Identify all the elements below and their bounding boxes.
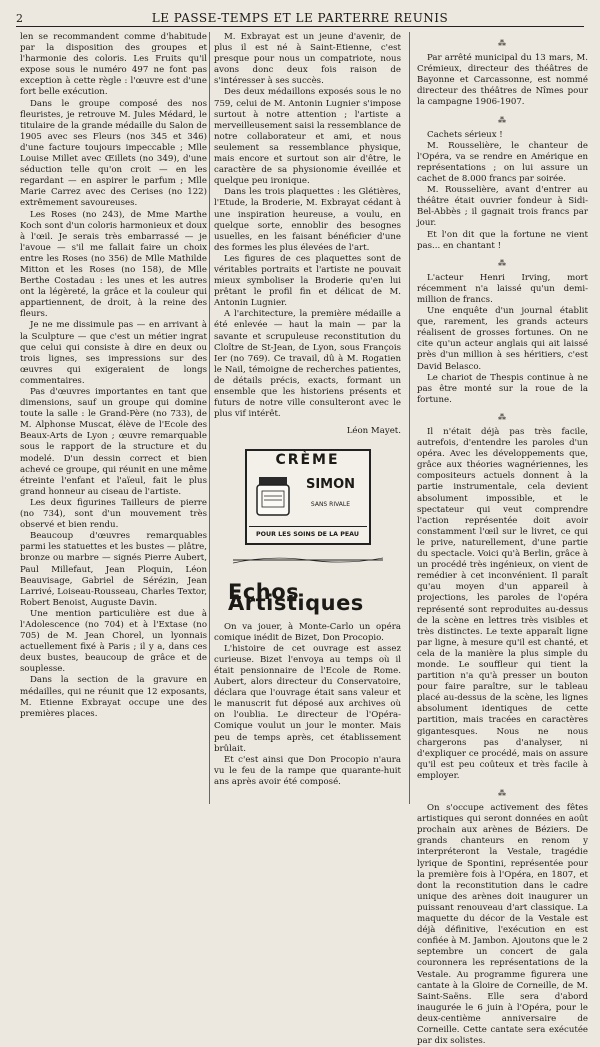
paragraph: Une enquête d'un journal établit que, rarement, les grands acteurs réalisent de grosses fortunes. On ne cite qu'un acteur anglais qui ait laissé près d'un million à ses héritiers, c'est David Belasco.: [417, 306, 588, 372]
asterism-icon: ⁂: [498, 789, 507, 798]
ad-tagline: POUR LES SOINS DE LA PEAU: [249, 526, 367, 540]
paragraph: Les Roses (no 243), de Mme Marthe Koch sont d'un coloris harmonieux et doux à l'œil. Je serais très embarrassé — je l'avoue — s'il me fallait faire un choix entre les Roses (no 356) de Mlle Mathilde Mitton et les Roses (no 158), de Mlle Berthe Costadau : les unes et les autres ont la légèreté, la grâce et la couleur qui appartiennent, de droit, à la reine des fleurs.: [20, 209, 207, 320]
paragraph: len se recommandent comme d'habitude par la disposition des groupes et l'harmonie des coloris. Les Fruits qu'il expose sous le numéro 497 ne font pas exception à cette règle : l'œuvre est d'une fort belle exécution.: [20, 32, 207, 98]
column-rule-right: [409, 32, 410, 804]
column-rule-left: [209, 32, 210, 804]
asterism-icon: ⁂: [498, 39, 507, 48]
paragraph: Il n'était déjà pas très facile, autrefois, d'entendre les paroles d'un opéra. Avec les développements que, grâce aux théories wagnériennes, les compositeurs actuels donnent à la partie instrumentale, cela devient absolument impossible, et le spectateur qui veut comprendre l'action représentée doit avoir constamment l'œil sur le livret, ce qui le prive, naturellement, d'une partie du spectacle. Voici qu'à Berlin, grâce à un procédé très ingénieux, on vient de remédier à cet inconvénient. Il paraît qu'au moyen d'un appareil à projections, les paroles de l'opéra représenté sont reproduites au-dessus de la scène en lettres très visibles et très distinctes. Le texte apparaît ligne par ligne, à mesure qu'il est chanté, et cela de la manière la plus simple du monde. Le souffleur qui tient la partition n'a qu'à presser un bouton pour faire paraître, sur le tableau placé au-dessus de la scène, les lignes absolument identiques de cette partition, mais tracées en caractères gigantesques. Nous ne nous chargerons pas d'analyser, ni d'expliquer ce procédé, mais on assure qu'il est peu coûteux et très facile à employer.: [417, 427, 588, 781]
paragraph: Une mention particulière est due à l'Adolescence (no 704) et à l'Extase (no 705) de M. Jean Chorel, un lyonnais actuellement fixé à Paris ; il y a, dans ces deux bustes, beaucoup de grâce et de souplesse.: [20, 608, 207, 675]
paragraph: Dans le groupe composé des nos fleuristes, je retrouve M. Jules Médard, le titulaire de la grande médaille du Salon de 1905 avec ses Fleurs (nos 345 et 346) d'une facture toujours impeccable ; Mlle Louise Millet avec Œillets (no 349), d'une séduction telle qu'on croit — en les regardant — en aspirer le parfum ; Mlle Marie Carrez avec des Cerises (no 122) extrêmement savoureuses.: [20, 98, 207, 209]
paragraph: Cachets sérieux !: [427, 129, 503, 140]
column-1: [20, 32, 207, 720]
section-title-echos: Echos Artistiques: [228, 580, 364, 616]
paragraph: Par arrêté municipal du 13 mars, M. Crémieux, directeur des théâtres de Bayonne et Carcassonne, est nommé directeur des théâtres de Nîmes pour la campagne 1906-1907.: [417, 53, 588, 108]
asterism-icon: ⁂: [498, 115, 507, 125]
paragraph: Et l'on dit que la fortune ne vient pas... en chantant !: [417, 229, 588, 251]
paragraph: Dans les trois plaquettes : les Glétières, l'Etude, la Broderie, M. Exbrayat cédant à une inspiration heureuse, a voulu, en quelque sorte, ennoblir des besognes usuelles, en les faisant bénéficier d'une des formes les plus élevées de l'art.: [214, 187, 401, 253]
page-number: 2: [16, 11, 24, 25]
page-header: [16, 10, 584, 27]
column-2: [214, 32, 401, 788]
paragraph: M. Exbrayat est un jeune d'avenir, de plus il est né à Saint-Etienne, c'est presque pour nous un compatriote, nous avons donc deux fois raison de s'intéresser à ses succès.: [214, 32, 401, 87]
ad-brand: SIMON: [305, 477, 356, 493]
paragraph: L'histoire de cet ouvrage est assez curieuse. Bizet l'envoya au temps où il était pensionnaire de l'Ecole de Rome. Aubert, alors directeur du Conservatoire, déclara que l'ouvrage était sans valeur et le manuscrit fut déposé aux archives où on l'oublia. Le directeur de l'Opéra-Comique voulut un jour le monter. Mais peu de temps après, cet établissement brûlait.: [214, 643, 401, 754]
paragraph: Pas d'œuvres importantes en tant que dimensions, sauf un groupe qui domine toute la salle : le Grand-Père (no 733), de M. Alphonse Muscat, élève de l'Ecole des Beaux-Arts de Lyon ; œuvre remarquable sous le rapport de la structure et du modelé. D'un dessin correct et bien achevé ce groupe, qui réunit en une même étreinte l'enfant et l'aïeul, fait le plus grand honneur au ciseau de l'artiste.: [20, 387, 207, 497]
ad-headline: CRÈME: [275, 452, 340, 469]
paragraph: L'acteur Henri Irving, mort récemment n'a laissé qu'un demi-million de francs.: [417, 272, 588, 305]
paragraph: Les deux figurines Tailleurs de pierre (no 734), sont d'un mouvement très observé et bien rendu.: [20, 497, 207, 531]
ad-subtitle: SANS RIVALE: [310, 501, 351, 509]
paragraph: M. Rousselière, le chanteur de l'Opéra, va se rendre en Amérique en représentations ; on lui assure un cachet de 8.000 francs par soirée.: [417, 140, 588, 185]
asterism-icon: ⁂: [498, 258, 507, 268]
paragraph: Et c'est ainsi que Don Procopio n'aura vu le feu de la rampe que quarante-huit ans après avoir été composé.: [214, 754, 401, 787]
advertisement-creme-simon: [245, 449, 371, 545]
paragraph: Dans la section de la gravure en médailles, qui ne réunit que 12 exposants, M. Etienne Exbrayat occupe une des premières places.: [20, 675, 207, 719]
paragraph: Les figures de ces plaquettes sont de véritables portraits et l'artiste ne pouvait mieux symboliser la Broderie qu'en lui prêtant le profil fin et délicat de M. Antonin Lugnier.: [214, 253, 401, 309]
paragraph: On va jouer, à Monte-Carlo un opéra comique inédit de Bizet, Don Procopio.: [214, 621, 401, 643]
column-3: [417, 32, 588, 1047]
paragraph: On s'occupe activement des fêtes artistiques qui seront données en août prochain aux arènes de Béziers. De grands chanteurs en renom y interpréteront la Vestale, tragédie lyrique de Spontini, représentée pour la première fois à l'Opéra, en 1807, et dont la reconstitution dans le cadre unique des arènes doit inaugurer un puissant renouveau d'art classique. La maquette du décor de la Vestale est déjà définitive, l'exécution en est confiée à M. Jambon. Ajoutons que le 2 septembre un concert de gala couronnera les représentations de la Vestale. Au programme figurera une cantate à la Gloire de Corneille, de M. Saint-Saëns. Elle sera d'abord inaugurée le 6 juin à l'Opéra, pour le deux-centième anniversaire de Corneille. Cette cantate sera exécutée par dix solistes.: [417, 803, 588, 1047]
asterism-icon: ⁂: [498, 412, 507, 422]
paragraph: Je ne me dissimule pas — en arrivant à la Sculpture — que c'est un métier ingrat que celui qui consiste à dire en deux ou trois lignes, ses impressions sur des œuvres qui exigeraient de longs commentaires.: [20, 320, 207, 386]
paragraph: Des deux médaillons exposés sous le no 759, celui de M. Antonin Lugnier s'impose surtout à notre attention ; l'artiste a merveilleusement saisi la ressemblance de notre collaborateur et ami, et nous seulement sa ressemblance physique, mais encore et surtout son air d'être, le caractère de sa physionomie éveillée et quelque peu ironique.: [214, 87, 401, 187]
paragraph: M. Rousselière, avant d'entrer au théâtre était ouvrier fondeur à Sidi-Bel-Abbès ; il gagnait trois francs par jour.: [417, 185, 588, 229]
ornament-divider-icon: [233, 555, 383, 565]
publication-title: LE PASSE-TEMPS ET LE PARTERRE REUNIS: [151, 11, 449, 25]
paragraph: A l'architecture, la première médaille a été enlevée — haut la main — par la savante et scrupuleuse reconstitution du Cloître de St-Jean, de Lyon, sous François Ier (no 769). Ce travail, dû à M. Rogatien le Nail, témoigne de recherches patientes, de détails précis, exacts, formant un ensemble que les historiens présents et futurs de notre ville consulteront avec le plus vif intérêt.: [214, 309, 401, 420]
paragraph: Le chariot de Thespis continue à ne pas être monté sur la roue de la fortune.: [417, 372, 588, 405]
paragraph: Beaucoup d'œuvres remarquables parmi les statuettes et les bustes — plâtre, bronze ou marbre — signés Pierre Aubert, Paul Millefaut, Jean Ploquin, Léon Beauvisage, Gabriel de Sérézin, Jean Larrivé, Loiseau-Rousseau, Charles Textor, Robert Benoist, Auguste Davin.: [20, 531, 207, 608]
author-signature: Léon Mayet.: [346, 426, 401, 437]
cream-jar-icon: [253, 475, 293, 519]
